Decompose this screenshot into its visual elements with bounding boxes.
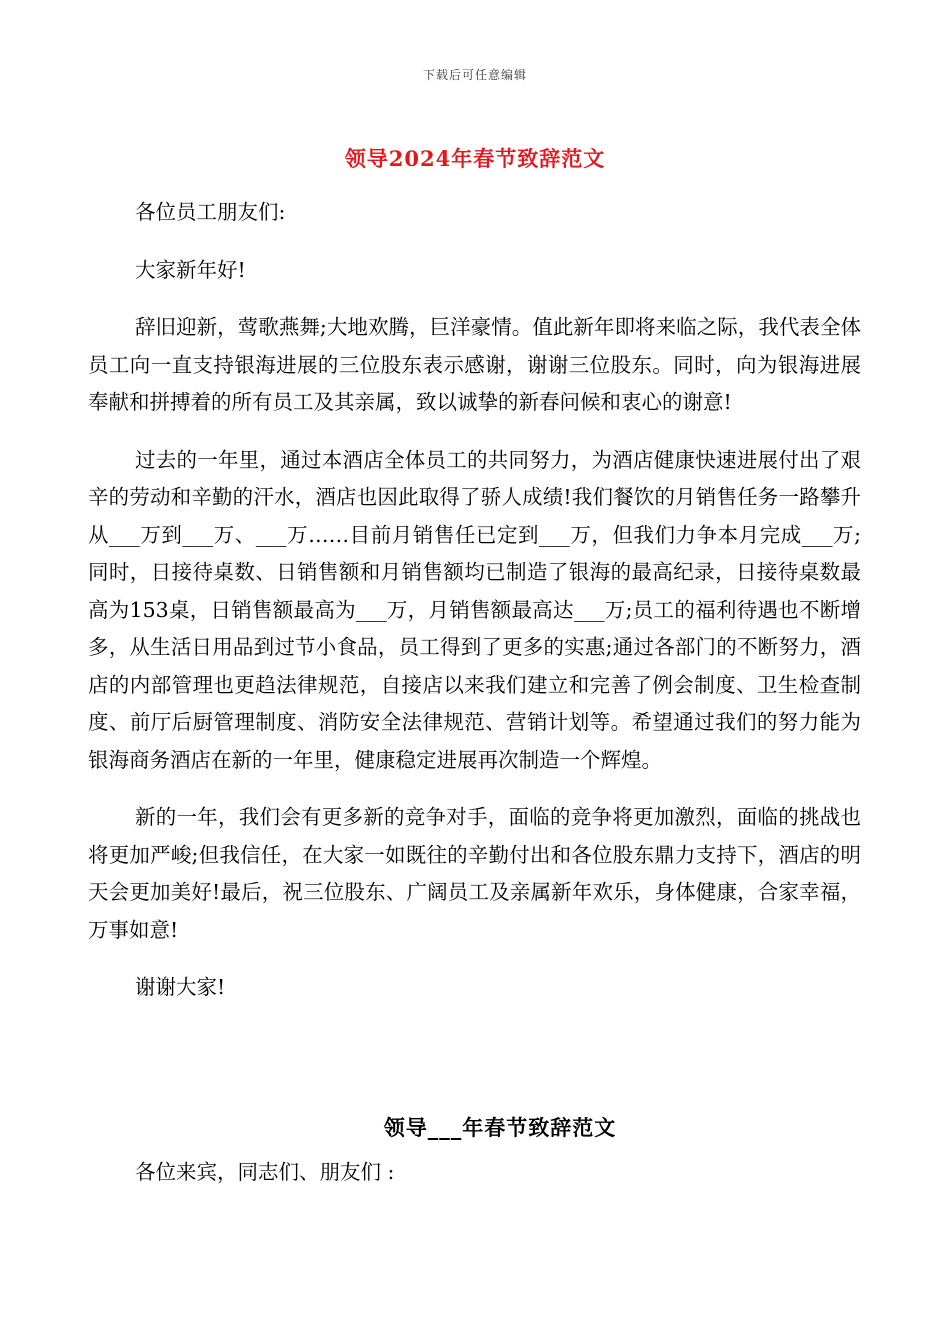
letter-body bbox=[88, 178, 861, 1027]
salutation: 各位员工朋友们: bbox=[135, 200, 286, 224]
body-paragraph: 新的一年，我们会有更多新的竞争对手，面临的竞争将更加激烈，面临的挑战也将更加严峻;但我信任，在大家一如既往的辛勤付出和各位股东鼎力支持下，酒店的明天会更加美好!最后，祝三位股东、广阔员工及亲属新年欢乐，身体健康，合家幸福，万事如意! bbox=[88, 805, 861, 942]
second-title: 领导___年春节致辞范文 bbox=[383, 1115, 617, 1140]
second-body bbox=[88, 1154, 861, 1192]
second-salutation: 各位来宾，同志们、朋友们 : bbox=[135, 1160, 395, 1184]
body-paragraph: 辞旧迎新，莺歌燕舞;大地欢腾，巨洋豪情。值此新年即将来临之际，我代表全体员工向一直支持银海进展的三位股东表示感谢，谢谢三位股东。同时，向为银海进展奉献和拼搏着的所有员工及其亲属，致以诚挚的新春问候和衷心的谢意! bbox=[88, 315, 861, 414]
greeting: 大家新年好! bbox=[135, 257, 246, 282]
body-paragraph: 过去的一年里，通过本酒店全体员工的共同努力，为酒店健康快速进展付出了艰辛的劳动和辛勤的汗水，酒店也因此取得了骄人成绩!我们餐饮的月销售任务一路攀升从___万到___万、___万……目前月销售任已定到___万，但我们力争本月完成___万;同时，日接待桌数、日销售额和月销售额均已制造了银海的最高纪录，日接待桌数最高为153桌，日销售额最高为___万，月销售额最高达___万;员工的福利待遇也不断增多，从生活日用品到过节小食品，员工得到了更多的实惠;通过各部门的不断努力，酒店的内部管理也更趋法律规范，自接店以来我们建立和完善了例会制度、卫生检查制度、前厅后厨管理制度、消防安全法律规范、营销计划等。希望通过我们的努力能为银海商务酒店在新的一年里，健康稳定进展再次制造一个辉煌。 bbox=[88, 447, 861, 772]
closing-thanks: 谢谢大家! bbox=[135, 975, 226, 999]
header-note: 下载后可任意编辑 bbox=[422, 68, 527, 82]
document-title: 领导2024年春节致辞范文 bbox=[344, 146, 606, 171]
